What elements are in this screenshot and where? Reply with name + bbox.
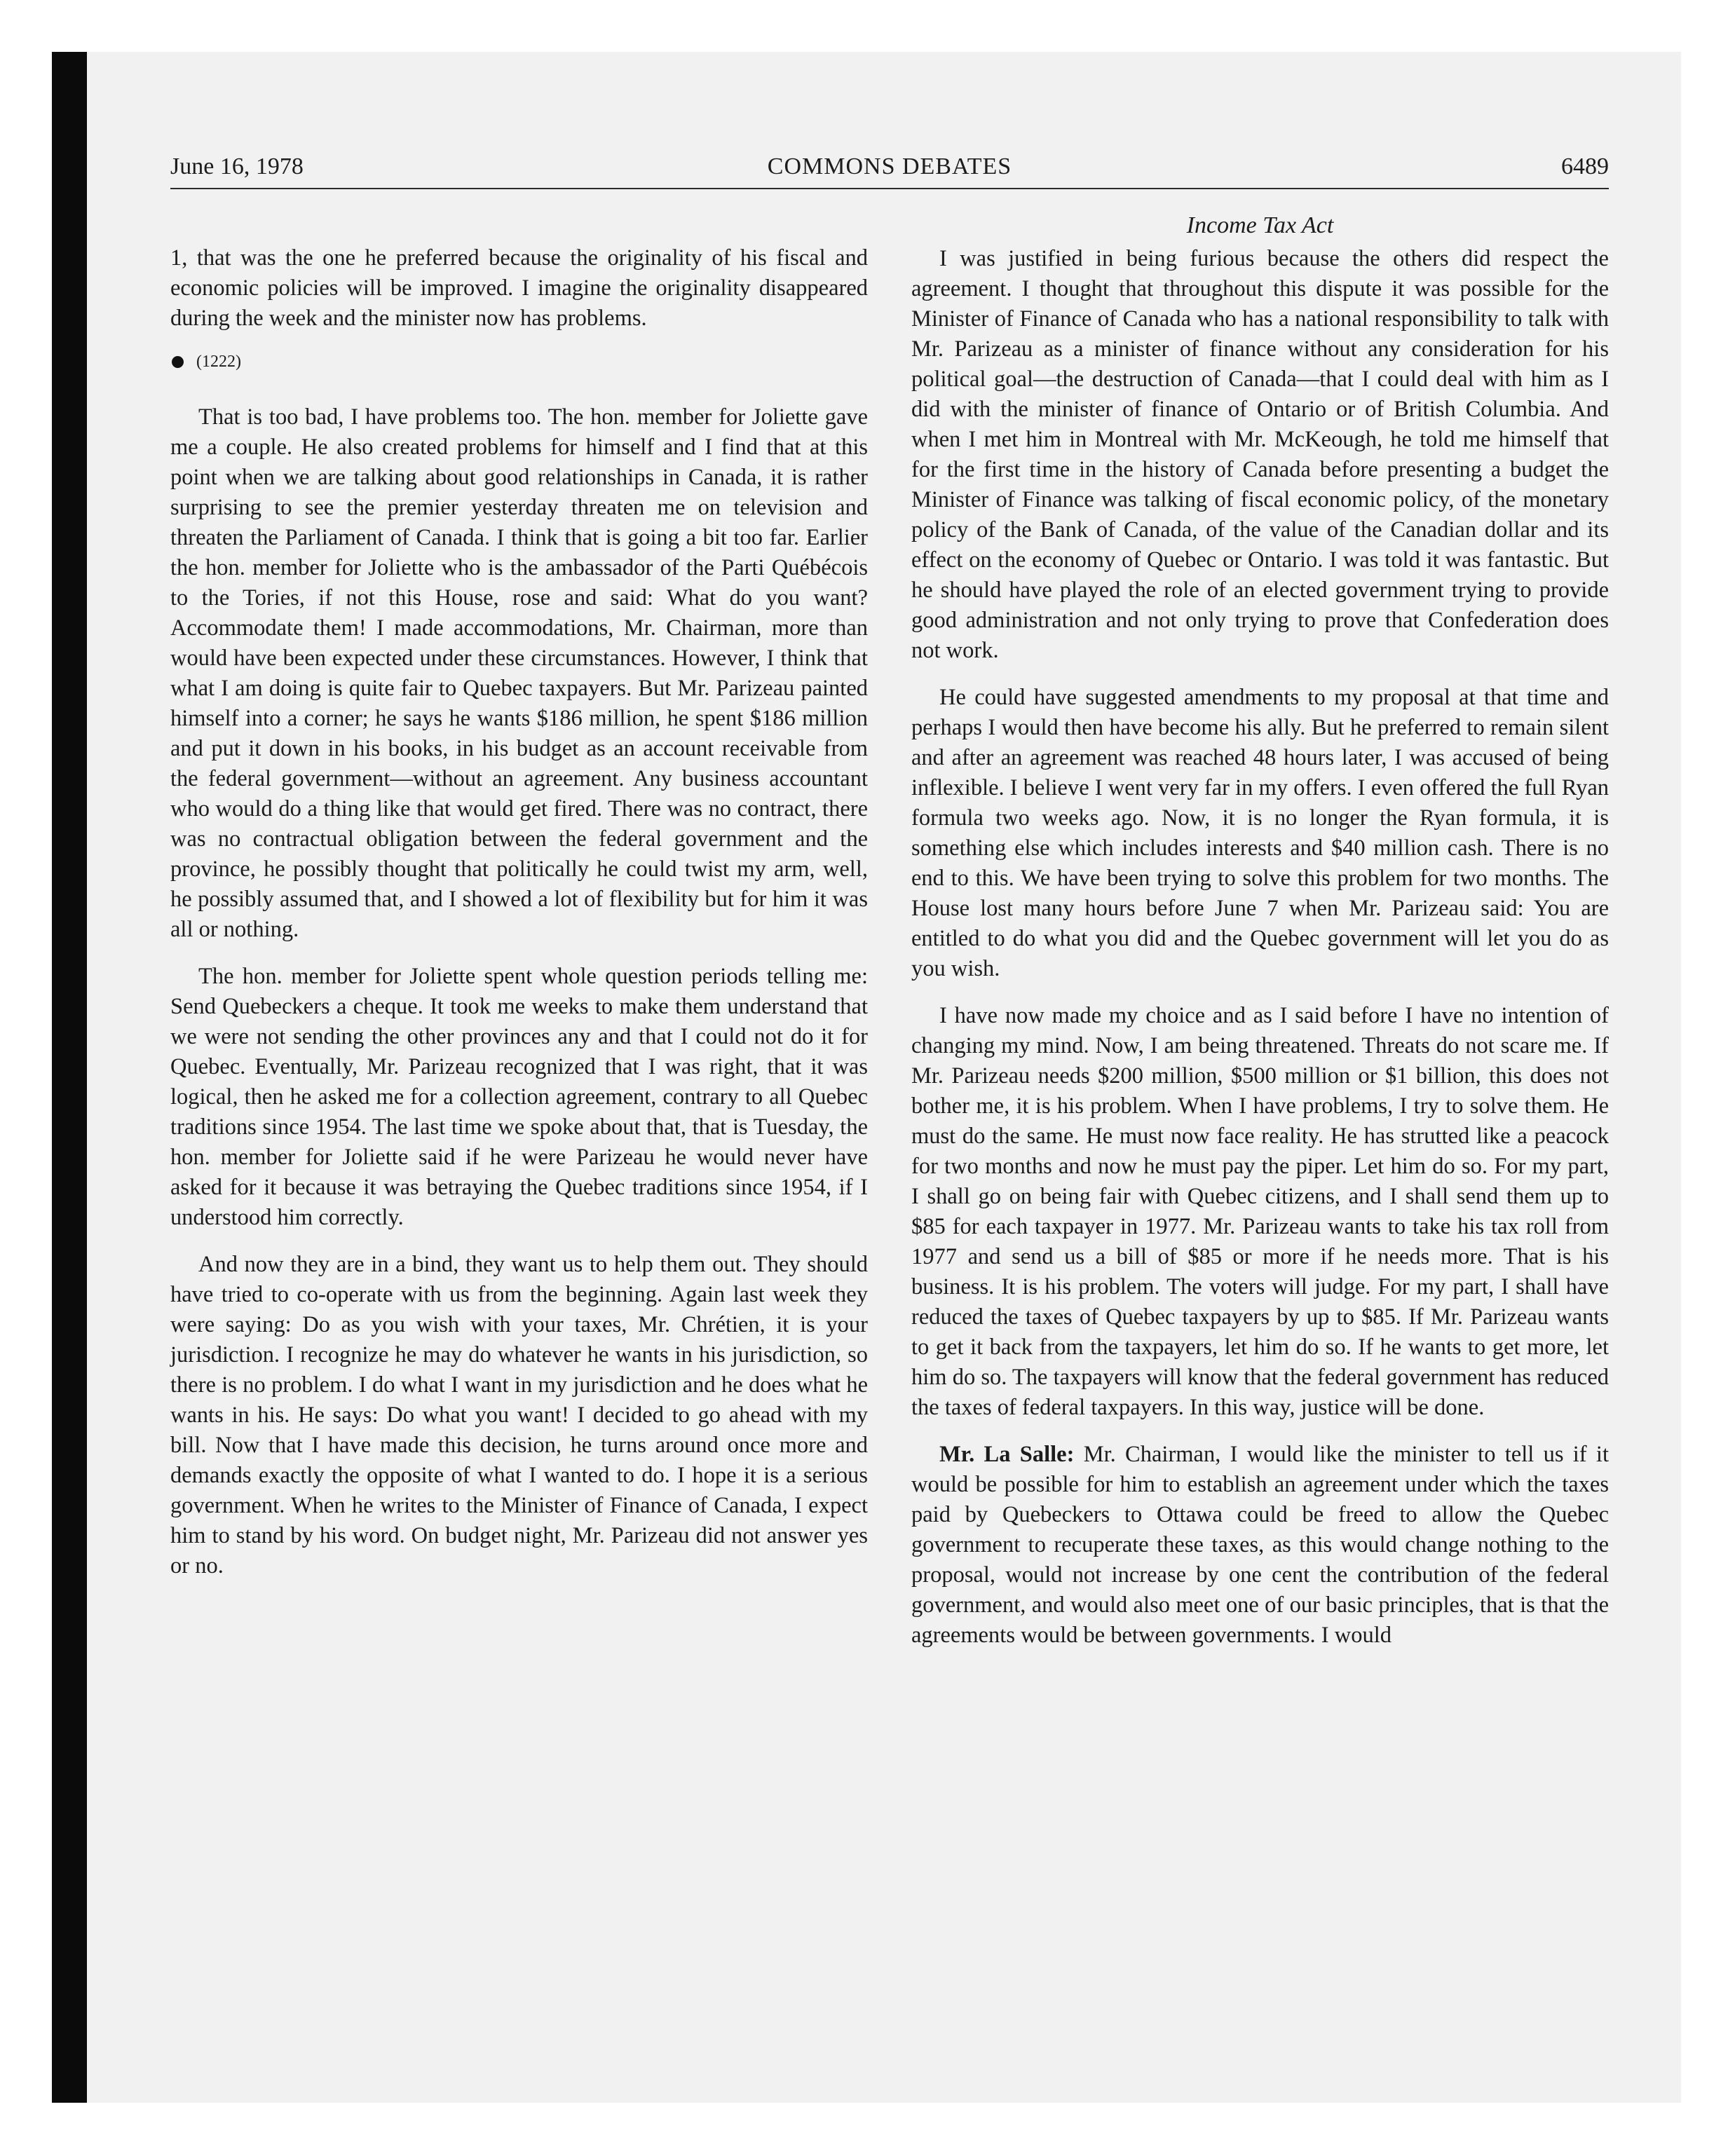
header-page-number: 6489 [1561, 153, 1609, 179]
page-header [170, 151, 1609, 182]
speaker-paragraph [911, 1440, 1609, 1651]
paragraph: I have now made my choice and as I said before I have no intention of changing my mind. Now, I am being threatened. Threats do not scare me. If Mr. Parizeau needs $200 million, $500 million or $1 billion, this does not bother me, it is his problem. When I have problems, I try to solve them. He must do the same. He must now face reality. He has strutted like a peacock for two months and now he must pay the piper. Let him do so. For my part, I shall go on being fair with Quebec citizens, and I shall send them up to $85 for each taxpayer in 1977. Mr. Parizeau wants to take his tax roll from 1977 and send us a bill of $85 or more if he needs more. That is his business. It is his problem. The voters will judge. For my part, I shall have reduced the taxes of Quebec taxpayers by up to $85. If Mr. Parizeau wants to get it back from the taxpayers, let him do so. If he wants to get more, let him do so. The taxpayers will know that the federal government has reduced the taxes of federal taxpayers. In this way, justice will be done. [911, 1003, 1609, 1420]
timestamp-text: (1222) [196, 353, 241, 371]
left-column [170, 243, 868, 1598]
paragraph: He could have suggested amendments to my proposal at that time and perhaps I would then have become his ally. But he preferred to remain silent and after an agreement was reached 48 hours later, I was accused of being inflexible. I believe I went very far in my offers. I even offered the full Ryan formula two weeks ago. Now, it is no longer the Ryan formula, it is something else which includes interests and $40 million cash. There is no end to this. We have been trying to solve this problem for two months. The House lost many hours before June 7 when Mr. Parizeau said: You are entitled to do what you did and the Quebec government will let you do as you wish. [911, 685, 1609, 981]
document-page [170, 151, 1609, 1904]
binding-edge-shadow [52, 52, 87, 2103]
running-head: Income Tax Act [1186, 212, 1334, 238]
speaker-name: Mr. La Salle: [939, 1442, 1075, 1467]
header-publication: COMMONS DEBATES [767, 153, 1012, 179]
speech-text: Mr. Chairman, I would like the minister to tell us if it would be possible for him to establish an agreement under which the taxes paid by Quebeckers to Ottawa could be freed to allow the Quebec government to recuperate these taxes, as this would change nothing to the proposal, would not increase by one cent the contribution of the federal government, and would also meet one of our basic principles, that is that the agreements would be between governments. I would [911, 1442, 1609, 1648]
header-date: June 16, 1978 [170, 153, 304, 179]
paragraph: I was justified in being furious because the others did respect the agreement. I thought that throughout this dispute it was possible for the Minister of Finance of Canada who has a national responsibility to talk with Mr. Parizeau as a minister of finance without any consideration for his political goal—the destruction of Canada—that I could deal with him as I did with the minister of finance of Ontario or of British Columbia. And when I met him in Montreal with Mr. McKeough, he told me himself that for the first time in the history of Canada before presenting a budget the Minister of Finance was talking of fiscal economic policy, of the monetary policy of the Bank of Canada, of the value of the Canadian dollar and its effect on the economy of Quebec or Ontario. I was told it was fantastic. But he should have played the role of an elected government trying to provide good administration and not only trying to prove that Confederation does not work. [911, 246, 1609, 663]
paragraph: That is too bad, I have problems too. The hon. member for Joliette gave me a couple. He also created problems for himself and I find that at this point when we are talking about good relationships in Canada, it is rather surprising to see the premier yesterday threaten me on television and threaten the Parliament of Canada. I think that is going a bit too far. Earlier the hon. member for Joliette who is the ambassador of the Parti Québécois to the Tories, if not this House, rose and said: What do you want? Accommodate them! I made accommodations, Mr. Chairman, more than would have been expected under these circumstances. However, I think that what I am doing is quite fair to Quebec taxpayers. But Mr. Parizeau painted himself into a corner; he says he wants $186 million, he spent $186 million and put it down in his books, in his budget as an account receivable from the federal government—without an agreement. Any business accountant who would do a thing like that would get fired. There was no contract, there was no contractual obligation between the federal government and the province, he possibly thought that politically he could twist my arm, well, he possibly assumed that, and I showed a lot of flexibility but for him it was all or nothing. [170, 404, 868, 942]
bullet-icon [172, 356, 184, 368]
right-column [911, 210, 1609, 1667]
header-rule [170, 188, 1609, 189]
time-marker [170, 350, 868, 373]
paragraph: And now they are in a bind, they want us to help them out. They should have tried to co-operate with us from the beginning. Again last week they were saying: Do as you wish with your taxes, Mr. Chrétien, it is your jurisdiction. I recognize he may do whatever he wants in his jurisdiction, so there is no problem. I do what I want in my jurisdiction and he does what he wants in his. He says: Do what you want! I decided to go ahead with my bill. Now that I have made this decision, he turns around once more and demands exactly the opposite of what I wanted to do. I hope it is a serious government. When he writes to the Minister of Finance of Canada, I expect him to stand by his word. On budget night, Mr. Parizeau did not answer yes or no. [170, 1252, 868, 1578]
paragraph: The hon. member for Joliette spent whole question periods telling me: Send Quebeckers a cheque. It took me weeks to make them understand that we were not sending the other provinces any and that I could not do it for Quebec. Eventually, Mr. Parizeau recognized that I was right, that it was logical, then he asked me for a collection agreement, contrary to all Quebec traditions since 1954. The last time we spoke about that, that is Tuesday, the hon. member for Joliette said if he were Parizeau he would never have asked for it because it was betraying the Quebec traditions since 1954, if I understood him correctly. [170, 964, 868, 1230]
paragraph: 1, that was the one he preferred because the originality of his fiscal and economic policies will be improved. I imagine the originality disappeared during the week and the minister now has problems. [170, 245, 868, 331]
